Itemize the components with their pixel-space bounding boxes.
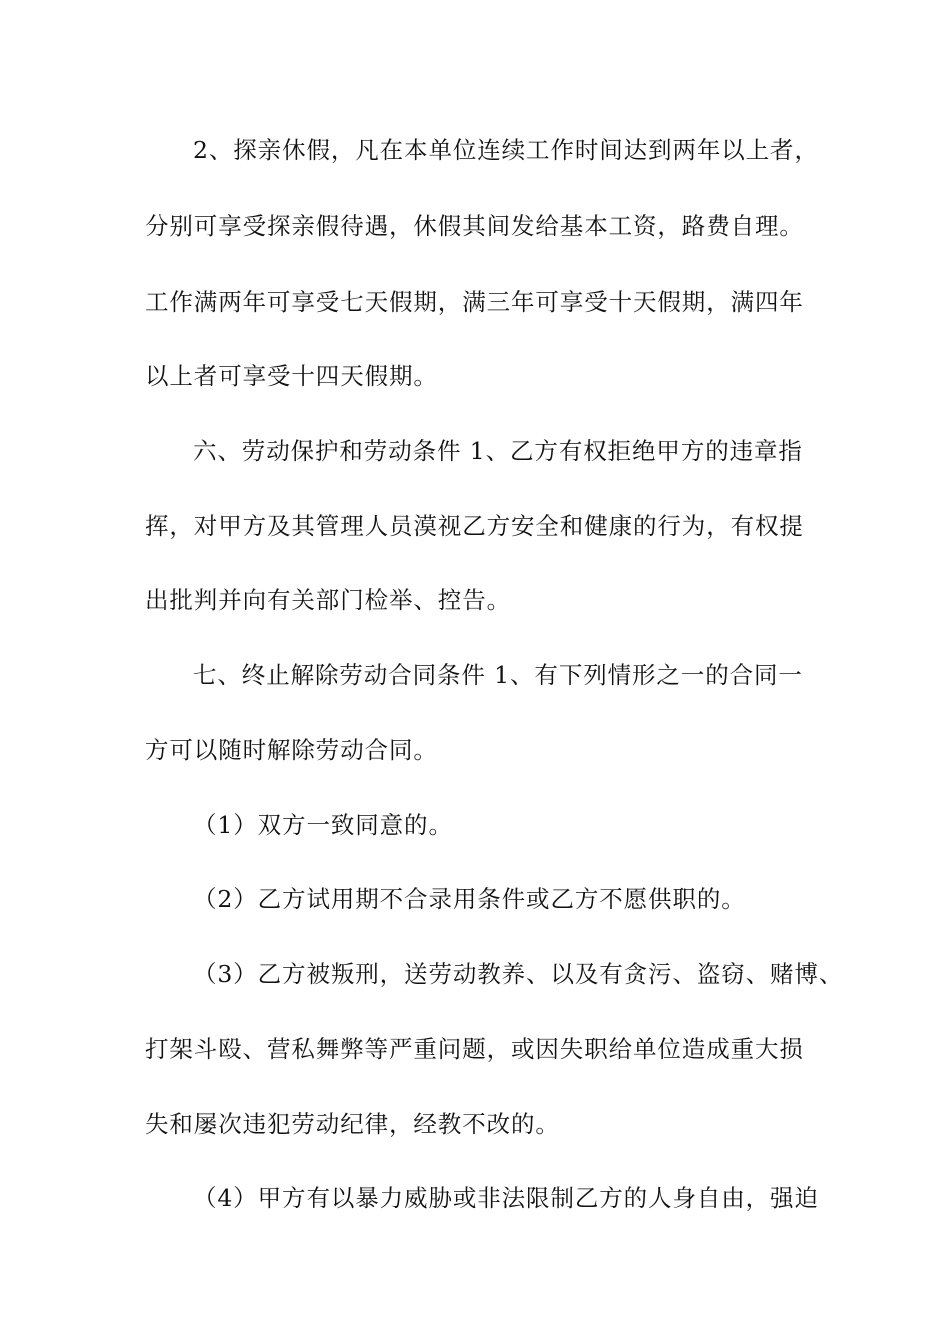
paragraph-line: 工作满两年可享受七天假期，满三年可享受十天假期，满四年 bbox=[145, 288, 804, 316]
list-item: （4）甲方有以暴力威胁或非法限制乙方的人身自由，强迫 bbox=[193, 1184, 819, 1212]
paragraph-line: 以上者可享受十四天假期。 bbox=[145, 362, 438, 390]
paragraph-line: 失和屡次违犯劳动纪律，经教不改的。 bbox=[145, 1110, 560, 1138]
list-item: （2）乙方试用期不合录用条件或乙方不愿供职的。 bbox=[193, 885, 746, 913]
paragraph-line: 出批判并向有关部门检举、控告。 bbox=[145, 586, 511, 614]
paragraph-line: 2、探亲休假，凡在本单位连续工作时间达到两年以上者， bbox=[193, 136, 819, 164]
paragraph-line: 打架斗殴、营私舞弊等严重问题，或因失职给单位造成重大损 bbox=[145, 1035, 804, 1063]
paragraph-line: 挥，对甲方及其管理人员漠视乙方安全和健康的行为，有权提 bbox=[145, 512, 804, 540]
paragraph-line: 七、终止解除劳动合同条件 1、有下列情形之一的合同一 bbox=[193, 661, 803, 689]
paragraph-line: 六、劳动保护和劳动条件 1、乙方有权拒绝甲方的违章指 bbox=[193, 437, 803, 465]
list-item: （1）双方一致同意的。 bbox=[193, 811, 453, 839]
paragraph-line: 分别可享受探亲假待遇，休假其间发给基本工资，路费自理。 bbox=[145, 212, 804, 240]
list-item: （3）乙方被叛刑，送劳动教养、以及有贪污、盗窃、赌博、 bbox=[193, 960, 844, 988]
paragraph-line: 方可以随时解除劳动合同。 bbox=[145, 736, 438, 764]
